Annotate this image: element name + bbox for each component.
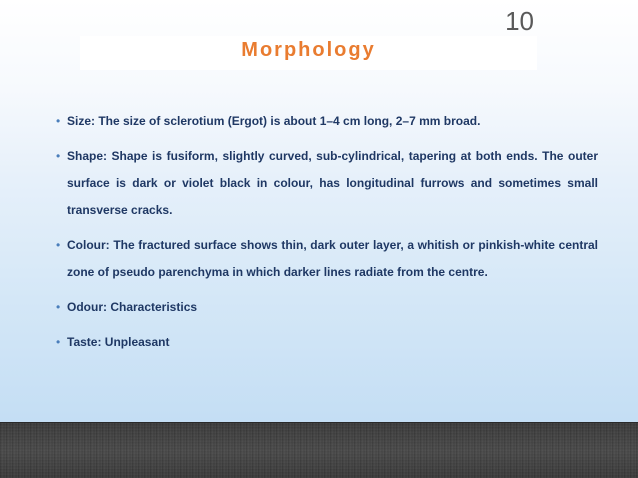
wood-floor-decoration: [0, 422, 638, 478]
bullet-mark: •: [56, 114, 61, 128]
title-box: [80, 36, 537, 70]
bullet-colour: [58, 232, 598, 286]
bullet-mark: •: [56, 149, 61, 163]
bullet-text: Odour: Characteristics: [67, 300, 198, 314]
bullet-taste: [58, 329, 598, 356]
bullet-shape: [58, 143, 598, 224]
bullet-list: [58, 108, 598, 364]
slide-number: 10: [505, 6, 534, 36]
bullet-text: Colour: The fractured surface shows thin, dark outer layer, a whitish or pinkish-white central zone of pseudo parenchyma in which darker lines radiate from the centre.: [67, 238, 598, 279]
slide-title: Morphology: [241, 39, 376, 61]
bullet-text: Taste: Unpleasant: [67, 335, 170, 349]
bullet-mark: •: [56, 335, 61, 349]
bullet-mark: •: [56, 238, 61, 252]
bullet-size: [58, 108, 598, 135]
bullet-text: Size: The size of sclerotium (Ergot) is about 1–4 cm long, 2–7 mm broad.: [67, 114, 481, 128]
bullet-text: Shape: Shape is fusiform, slightly curved, sub-cylindrical, tapering at both ends. The outer surface is dark or violet black in colour, has longitudinal furrows and sometimes small transverse cracks.: [67, 149, 598, 217]
bullet-mark: •: [56, 300, 61, 314]
bullet-odour: [58, 294, 598, 321]
